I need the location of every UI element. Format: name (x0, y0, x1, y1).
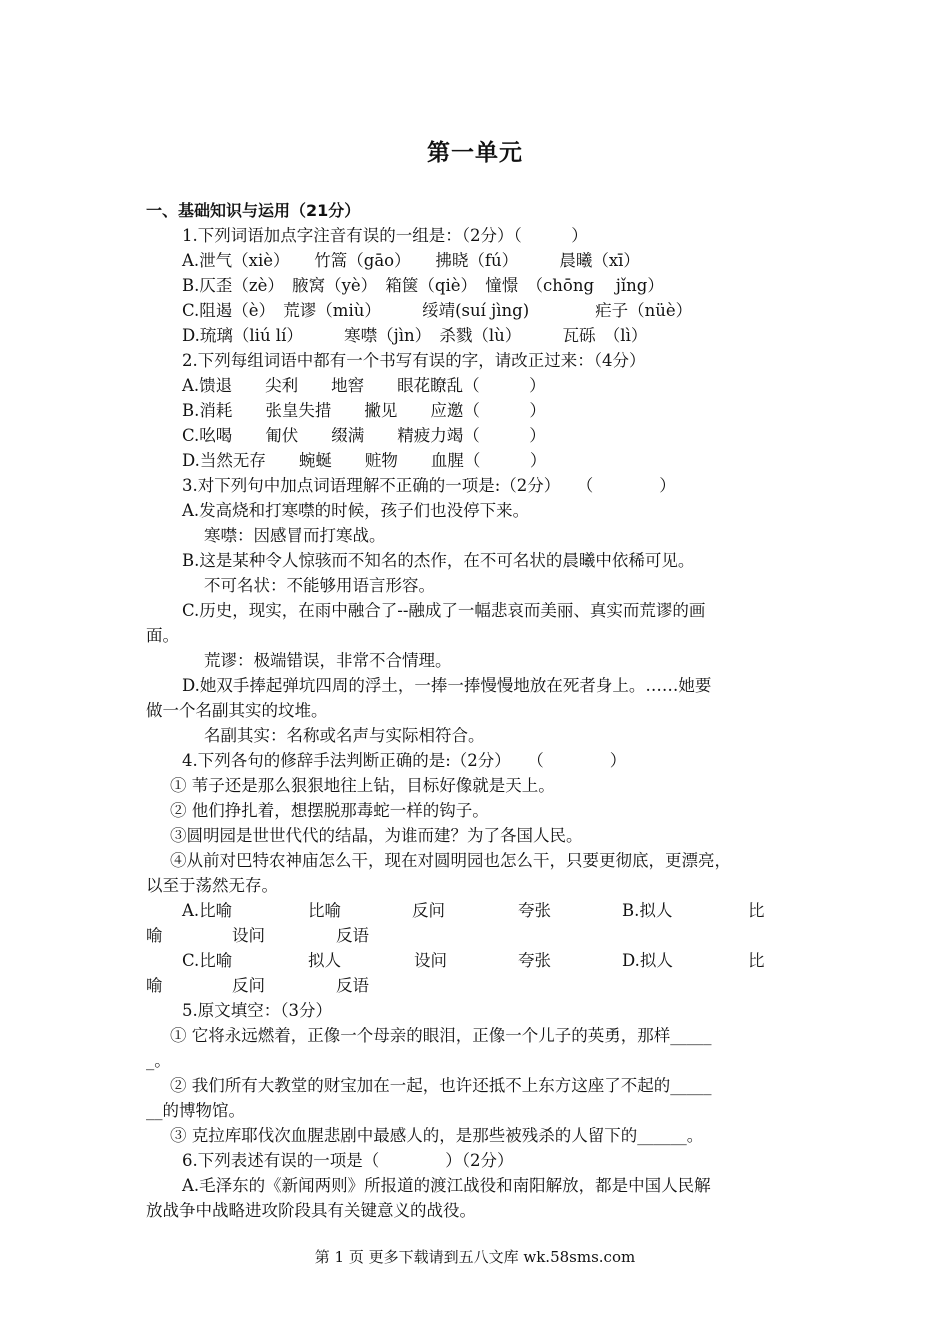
document-body (146, 198, 806, 1223)
q6-option-a-cont: 放战争中战略进攻阶段具有关键意义的战役。 (146, 1201, 476, 1220)
q4-option-c-label: C.比喻 (182, 951, 233, 970)
q3-option-d-cont: 做一个名副其实的坟堆。 (146, 701, 328, 720)
q4-sentence-1: ① 苇子还是那么狠狠地往上钻，目标好像就是天上。 (170, 776, 555, 795)
question-2-stem: 2.下列每组词语中都有一个书写有误的字，请改正过来：（4分） (182, 351, 646, 370)
q4-option-b-label: B.拟人 (622, 901, 673, 920)
q4-option-b-item-2: 比 (748, 901, 765, 920)
q3-option-a: A.发高烧和打寒噤的时候，孩子们也没停下来。 (182, 501, 530, 520)
q6-option-a: A.毛泽东的《新闻两则》所报道的渡江战役和南阳解放，都是中国人民解 (182, 1176, 711, 1195)
q5-blank-1-cont: _。 (146, 1051, 171, 1070)
section-heading: 一、基础知识与运用（21分） (146, 201, 361, 220)
q4-option-a-label: A.比喻 (182, 901, 233, 920)
q3-option-d-gloss: 名副其实：名称或名声与实际相符合。 (204, 726, 485, 745)
page-footer: 第 1 页 更多下载请到五八文库 wk.58sms.com (314, 1248, 636, 1266)
q4-sentence-2: ② 他们挣扎着，想摆脱那毒蛇一样的钩子。 (170, 801, 489, 820)
q1-option-c: C.阻遏（è） 荒谬（miù） 绥靖(suí jìng) 疟子（nüè） (182, 301, 693, 320)
q4-option-c-item-2: 拟人 (308, 951, 341, 970)
q4-option-a-item-2: 比喻 (308, 901, 341, 920)
q4-option-a-item-3: 反问 (412, 901, 445, 920)
q1-option-b: B.仄歪（zè） 腋窝（yè） 箱箧（qiè） 憧憬 （chōng jǐng） (182, 276, 664, 295)
q4-option-a-item-4: 夸张 (518, 901, 551, 920)
q3-option-b-gloss: 不可名状：不能够用语言形容。 (204, 576, 435, 595)
q4-option-d-item-3: 反问 (232, 976, 265, 995)
q5-blank-1: ① 它将永远燃着，正像一个母亲的眼泪，正像一个儿子的英勇，那样_____ (170, 1026, 712, 1045)
q4-option-d-item-2-cont: 喻 (146, 976, 163, 995)
q4-option-b-item-2-cont: 喻 (146, 926, 163, 945)
q4-option-d-item-4: 反语 (336, 976, 369, 995)
q4-option-d-label: D.拟人 (622, 951, 673, 970)
q3-option-c-cont: 面。 (146, 626, 179, 645)
q4-option-b-item-4: 反语 (336, 926, 369, 945)
q4-options-ab-cont (146, 923, 806, 948)
q4-sentence-3: ③圆明园是世世代代的结晶，为谁而建？为了各国人民。 (170, 826, 583, 845)
question-4-stem: 4.下列各句的修辞手法判断正确的是:（2分） （ ） (182, 751, 627, 770)
q5-blank-2: ② 我们所有大教堂的财宝加在一起，也许还抵不上东方这座了不起的_____ (170, 1076, 712, 1095)
q3-option-a-gloss: 寒噤：因感冒而打寒战。 (204, 526, 386, 545)
q5-blank-2-cont: __的博物馆。 (146, 1101, 245, 1120)
question-6-stem: 6.下列表述有误的一项是（ ）（2分） (182, 1151, 514, 1170)
q5-blank-3: ③ 克拉库耶伐次血腥悲剧中最感人的，是那些被残杀的人留下的______。 (170, 1126, 704, 1145)
q4-options-cd-cont (146, 973, 806, 998)
q3-option-b: B.这是某种令人惊骇而不知名的杰作，在不可名状的晨曦中依稀可见。 (182, 551, 695, 570)
q3-option-d: D.她双手捧起弹坑四周的浮土，一捧一捧慢慢地放在死者身上。……她要 (182, 676, 712, 695)
q1-option-d: D.琉璃（liú lí） 寒噤（jìn） 杀戮（lù） 瓦砾 （lì） (182, 326, 648, 345)
q1-option-a: A.泄气（xiè） 竹篙（gāo） 拂晓（fú） 晨曦（xī） (182, 251, 640, 270)
q4-option-c-item-4: 夸张 (518, 951, 551, 970)
q3-option-c: C.历史，现实，在雨中融合了--融成了一幅悲哀而美丽、真实而荒谬的画 (182, 601, 706, 620)
q2-option-c: C.吆喝 匍伏 缀满 精疲力竭（ ） (182, 426, 546, 445)
q4-option-c-item-3: 设问 (414, 951, 447, 970)
question-3-stem: 3.对下列句中加点词语理解不正确的一项是:（2分） （ ） (182, 476, 676, 495)
question-1-stem: 1.下列词语加点字注音有误的一组是：（2分）（ ） (182, 226, 588, 245)
q4-options-ab (146, 898, 806, 923)
q4-sentence-4: ④从前对巴特农神庙怎么干，现在对圆明园也怎么干，只要更彻底，更漂亮， (170, 851, 731, 870)
q2-option-d: D.当然无存 蜿蜒 赃物 血腥（ ） (182, 451, 547, 470)
q2-option-b: B.消耗 张皇失措 撇见 应邀（ ） (182, 401, 546, 420)
page-title: 第一单元 (427, 140, 523, 166)
q4-sentence-4-cont: 以至于荡然无存。 (146, 876, 278, 895)
q3-option-c-gloss: 荒谬：极端错误，非常不合情理。 (204, 651, 452, 670)
question-5-stem: 5.原文填空：（3分） (182, 1001, 332, 1020)
q2-option-a: A.馈退 尖利 地窖 眼花瞭乱（ ） (182, 376, 546, 395)
q4-options-cd (146, 948, 806, 973)
q4-option-b-item-3: 设问 (232, 926, 265, 945)
q4-option-d-item-2: 比 (748, 951, 765, 970)
